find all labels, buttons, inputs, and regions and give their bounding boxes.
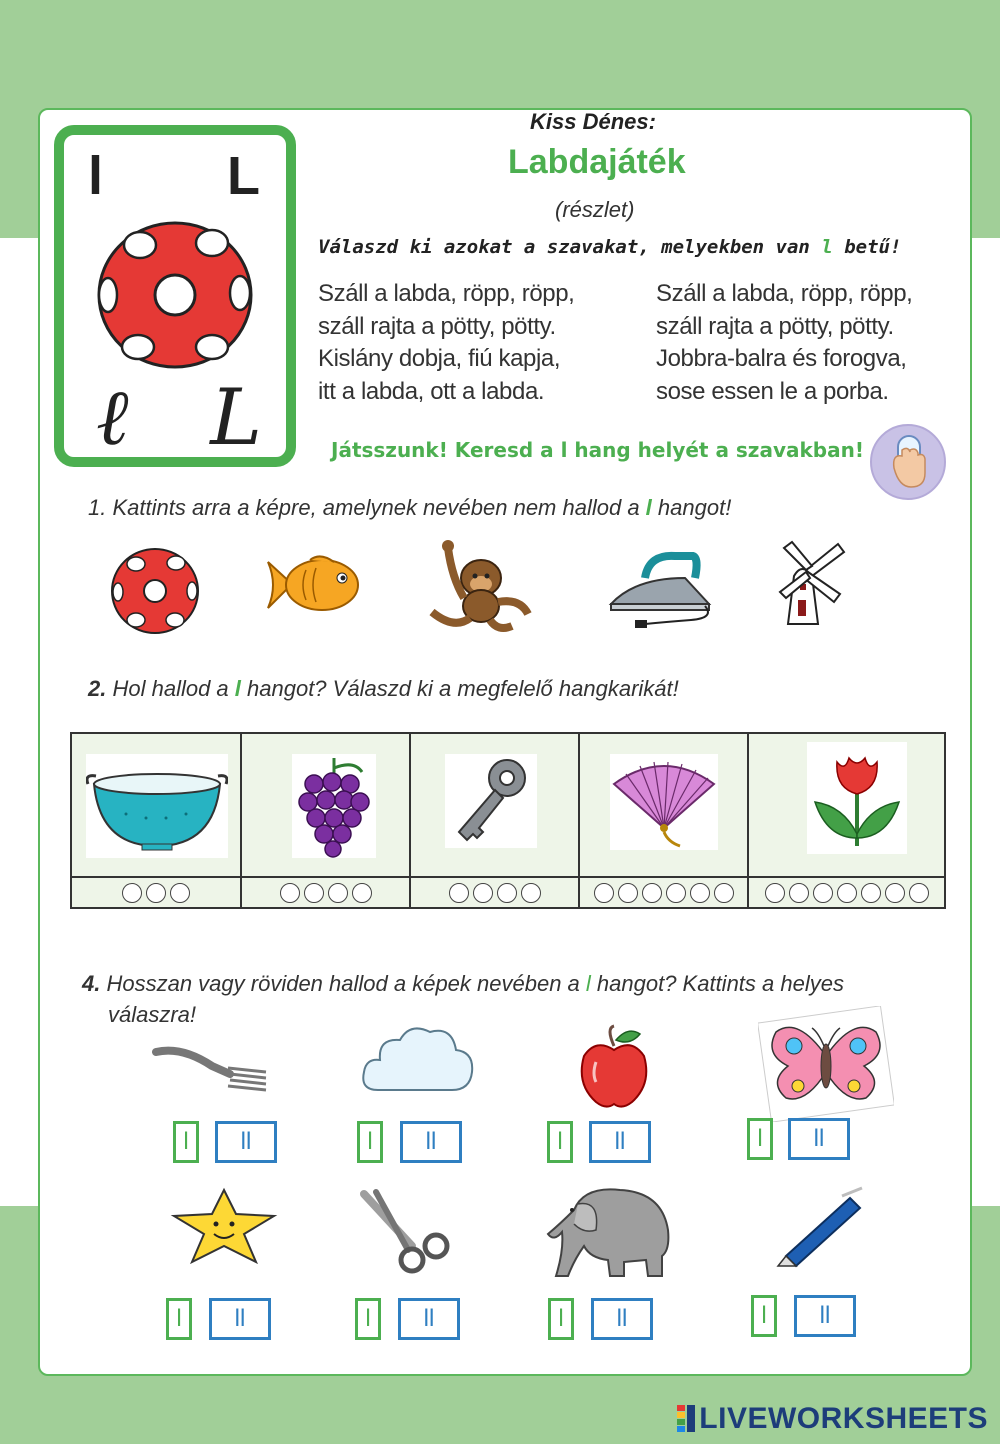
instruction-end: betű! <box>832 236 902 258</box>
poem-line[interactable]: Száll a labda, röpp, röpp, <box>656 280 913 307</box>
sound-circle[interactable] <box>813 883 833 903</box>
sound-grid <box>70 732 946 909</box>
sound-circle[interactable] <box>594 883 614 903</box>
task2-text: Hol hallod a <box>106 676 235 701</box>
sound-circle[interactable] <box>765 883 785 903</box>
iron-icon[interactable] <box>605 548 717 630</box>
letter-card <box>54 125 296 467</box>
long-answer-box[interactable]: ll <box>591 1298 653 1340</box>
sound-circle[interactable] <box>909 883 929 903</box>
butterfly-icon <box>758 1006 894 1122</box>
monkey-icon[interactable] <box>424 538 538 634</box>
short-answer-box[interactable]: l <box>166 1298 192 1340</box>
sound-circle[interactable] <box>618 883 638 903</box>
ball-icon[interactable] <box>108 546 202 636</box>
instruction-text: Válaszd ki azokat a szavakat, melyekben van <box>318 236 822 258</box>
short-answer-box[interactable]: l <box>355 1298 381 1340</box>
task1-number: 1. <box>88 495 107 520</box>
long-answer-box[interactable]: ll <box>215 1121 277 1163</box>
sound-circle[interactable] <box>146 883 166 903</box>
grapes-icon <box>292 754 376 858</box>
grid-cell-colander <box>72 734 242 907</box>
long-answer-box[interactable]: ll <box>209 1298 271 1340</box>
instruction <box>318 236 901 258</box>
sound-circle[interactable] <box>837 883 857 903</box>
sound-circle[interactable] <box>521 883 541 903</box>
subtitle: (részlet) <box>555 197 635 222</box>
brand-name: LIVEWORKSHEETS <box>699 1402 988 1435</box>
sound-circle[interactable] <box>861 883 881 903</box>
poem-line[interactable]: itt a labda, ott a labda. <box>318 377 545 405</box>
sound-circle[interactable] <box>497 883 517 903</box>
task1-question <box>88 495 731 521</box>
task4-text-end: hangot? Kattints a helyes <box>590 971 844 996</box>
ball-icon <box>90 215 260 375</box>
sound-circle[interactable] <box>280 883 300 903</box>
page-title: Labdajáték <box>508 143 686 181</box>
poem-line[interactable]: sose essen le a porba. <box>656 377 889 405</box>
elephant-icon <box>544 1180 680 1280</box>
task1-text: Kattints arra a képre, amelynek nevében nem hallod a <box>106 495 646 520</box>
brand-logo <box>677 1402 988 1436</box>
sound-circle[interactable] <box>449 883 469 903</box>
sound-circles <box>749 876 944 907</box>
sound-circle[interactable] <box>122 883 142 903</box>
letter-small: l <box>88 146 104 206</box>
task4-number: 4. <box>82 971 101 996</box>
cloud-icon <box>360 1020 476 1098</box>
sound-circle[interactable] <box>473 883 493 903</box>
poem-line[interactable]: Száll a labda, röpp, röpp, <box>318 280 575 307</box>
sound-circle[interactable] <box>714 883 734 903</box>
sound-circle[interactable] <box>352 883 372 903</box>
sound-circles <box>580 876 747 907</box>
letter-script-small: ℓ <box>96 373 129 463</box>
colander-icon <box>86 754 228 858</box>
task4-letter: l <box>585 971 591 996</box>
poem-line[interactable]: száll rajta a pötty, pötty. <box>656 312 894 340</box>
task2-text-end: hangot? Válaszd ki a megfelelő hangkarikát! <box>240 676 679 701</box>
pen-icon <box>772 1184 868 1268</box>
sound-circle[interactable] <box>170 883 190 903</box>
star-icon <box>170 1186 278 1264</box>
short-answer-box[interactable]: l <box>751 1295 777 1337</box>
task2-number: 2. <box>88 676 107 701</box>
grid-cell-fan <box>580 734 749 907</box>
letter-capital: L <box>227 146 260 206</box>
apple-icon <box>578 1024 650 1110</box>
fan-icon <box>610 754 718 850</box>
long-answer-box[interactable]: ll <box>788 1118 850 1160</box>
grid-cell-tulip <box>749 734 944 907</box>
grid-cell-grapes <box>242 734 411 907</box>
sound-circles <box>411 876 578 907</box>
key-icon <box>445 754 537 848</box>
task4-text: Hosszan vagy röviden hallod a képek nevében a <box>100 971 586 996</box>
windmill-icon[interactable] <box>778 540 866 626</box>
long-answer-box[interactable]: ll <box>400 1121 462 1163</box>
sound-circle[interactable] <box>885 883 905 903</box>
poem-line[interactable]: Jobbra-balra és forogva, <box>656 345 907 372</box>
play-instruction: Játsszunk! Keresd a l hang helyét a szavakban! <box>331 438 864 462</box>
scissors-icon <box>358 1188 452 1276</box>
task4-question-line2: válaszra! <box>108 1002 197 1027</box>
poem-left <box>318 278 574 408</box>
sound-circle[interactable] <box>642 883 662 903</box>
grid-cell-key <box>411 734 580 907</box>
task2-letter: l <box>234 676 241 701</box>
short-answer-box[interactable]: l <box>547 1121 573 1163</box>
task4-question <box>82 971 844 997</box>
fork-icon <box>152 1044 270 1094</box>
long-answer-box[interactable]: ll <box>794 1295 856 1337</box>
poem-line[interactable]: száll rajta a pötty, pötty. <box>318 312 556 340</box>
poem-line[interactable]: Kislány dobja, fiú kapja, <box>318 345 561 372</box>
sound-circle[interactable] <box>690 883 710 903</box>
sound-circle[interactable] <box>304 883 324 903</box>
letter-script-capital: L <box>210 373 262 463</box>
liveworksheets-icon <box>677 1405 695 1433</box>
long-answer-box[interactable]: ll <box>398 1298 460 1340</box>
sound-circle[interactable] <box>328 883 348 903</box>
tulip-icon <box>807 742 907 854</box>
short-answer-box[interactable]: l <box>747 1118 773 1160</box>
task1-letter: l <box>645 495 652 520</box>
instruction-letter: l <box>821 236 833 258</box>
sound-circles <box>242 876 409 907</box>
sound-circle[interactable] <box>789 883 809 903</box>
sound-circle[interactable] <box>666 883 686 903</box>
mouse-click-icon <box>870 424 946 500</box>
short-answer-box[interactable]: l <box>548 1298 574 1340</box>
short-answer-box[interactable]: l <box>173 1121 199 1163</box>
fish-icon[interactable] <box>264 552 362 618</box>
long-answer-box[interactable]: ll <box>589 1121 651 1163</box>
sound-circles <box>72 876 240 907</box>
author: Kiss Dénes: <box>530 109 656 134</box>
poem-right <box>656 278 912 408</box>
short-answer-box[interactable]: l <box>357 1121 383 1163</box>
task1-text-end: hangot! <box>651 495 732 520</box>
task2-question <box>88 676 679 702</box>
